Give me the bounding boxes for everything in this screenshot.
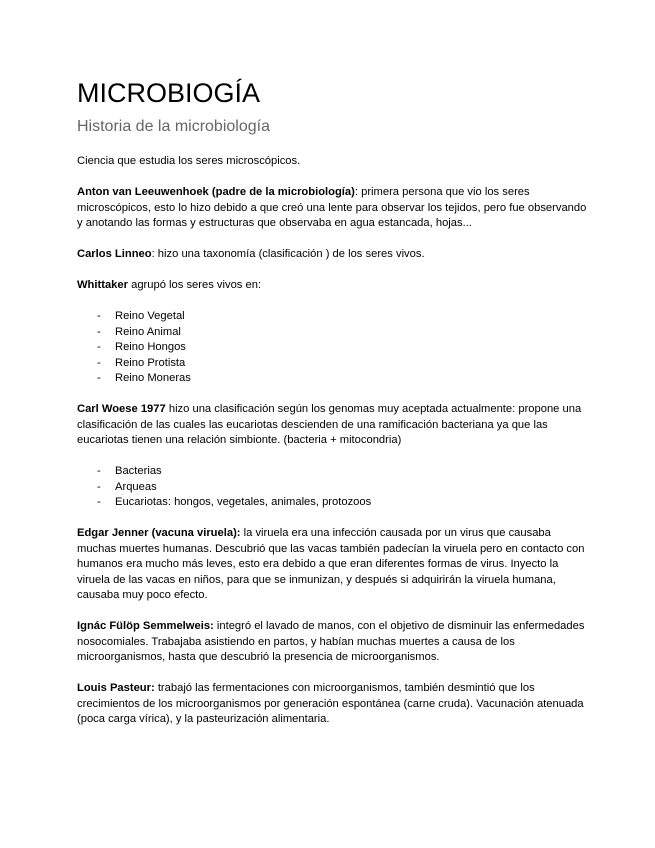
paragraph-text: hizo una clasificación según los genomas muy aceptada actualmente: propone una clasificación de las cuales las eucariotas descienden de una ramificación bacteriana ya que las eucariotas tienen una relación simbionte. (bacteria + mitocondria) [77, 403, 582, 446]
dash-bullet: - [97, 310, 101, 322]
whittaker-kingdoms-list [77, 309, 587, 387]
list-item [77, 495, 587, 511]
list-item-text: Reino Protista [115, 356, 186, 369]
list-item [77, 480, 587, 496]
list-item-text: Reino Animal [115, 325, 181, 338]
list-item [77, 356, 587, 372]
dash-bullet: - [97, 465, 101, 477]
document-subtitle: Historia de la microbiología [77, 118, 270, 135]
paragraph-woese [77, 402, 587, 449]
paragraph-pasteur [77, 681, 587, 728]
dash-bullet: - [97, 325, 101, 338]
dash-bullet: - [97, 496, 101, 508]
paragraph-bold: Anton van Leeuwenhoek (padre de la microbiología) [77, 186, 355, 198]
document-title: MICROBIOGÍA [77, 78, 261, 108]
list-item-text: Eucariotas: hongos, vegetales, animales, protozoos [115, 496, 372, 508]
paragraph-text: la viruela era una infección causada por un virus que causaba muchas muertes humanas. Descubrió que las vacas también padecían la viruela pero en contacto con humanos era mucho más leves, esto era debido a que eran diferentes formas de virus. Inyecto la viruela de las vacas en niños, para que se inmunizan, y después si adquirirán la viruela humana, causaba muy poco efecto. [77, 527, 585, 601]
dash-bullet: - [97, 372, 101, 384]
paragraph-bold: Carl Woese 1977 [77, 403, 166, 415]
paragraph-bold: Carlos Linneo [77, 248, 152, 260]
list-item-text: Bacterias [115, 465, 162, 477]
paragraph-text: trabajó las fermentaciones con microorganismos, también desmintió que los crecimientos de los microorganismos por generación espontánea (carne cruda). Vacunación atenuada (poca carga vírica), y la pasteurización alimentaria. [77, 682, 584, 725]
list-item-text: Reino Vegetal [115, 310, 185, 322]
paragraph-bold: Ignác Fülöp Semmelweis: [77, 620, 214, 632]
paragraph-text: agrupó los seres vivos en: [127, 279, 262, 291]
paragraph-text: : hizo una taxonomía (clasificación ) de los seres vivos. [151, 248, 425, 260]
dash-bullet: - [97, 341, 101, 353]
paragraph-jenner [77, 526, 587, 604]
document-body [77, 154, 587, 743]
list-item-text: Arqueas [115, 480, 157, 493]
list-item-text: Reino Moneras [115, 372, 191, 384]
woese-domains-list [77, 464, 587, 511]
paragraph-leeuwenhoek [77, 185, 587, 232]
list-item [77, 464, 587, 480]
paragraph-linneo [77, 247, 587, 263]
list-item [77, 371, 587, 387]
intro-paragraph: Ciencia que estudia los seres microscópicos. [77, 155, 301, 167]
list-item [77, 340, 587, 356]
paragraph-bold: Louis Pasteur: [77, 682, 155, 694]
dash-bullet: - [97, 480, 101, 493]
list-item [77, 309, 587, 325]
list-item [77, 325, 587, 341]
paragraph-bold: Edgar Jenner (vacuna viruela): [77, 527, 241, 539]
dash-bullet: - [97, 356, 101, 369]
list-item-text: Reino Hongos [115, 341, 186, 353]
paragraph-text: integró el lavado de manos, con el objetivo de disminuir las enfermedades nosocomiales. Trabajaba asistiendo en partos, y habían muchas muertes a causa de los microorganismos, hasta que descubrió la presencia de microorganismos. [77, 620, 585, 663]
paragraph-bold: Whittaker [77, 279, 128, 291]
paragraph-text: : primera persona que vio los seres microscópicos, esto lo hizo debido a que creó una lente para observar los tejidos, pero fue observando y anotando las formas y estructuras que observaba en agua estancada, hojas... [77, 186, 587, 229]
paragraph-semmelweis [77, 619, 587, 666]
paragraph-whittaker [77, 278, 587, 294]
